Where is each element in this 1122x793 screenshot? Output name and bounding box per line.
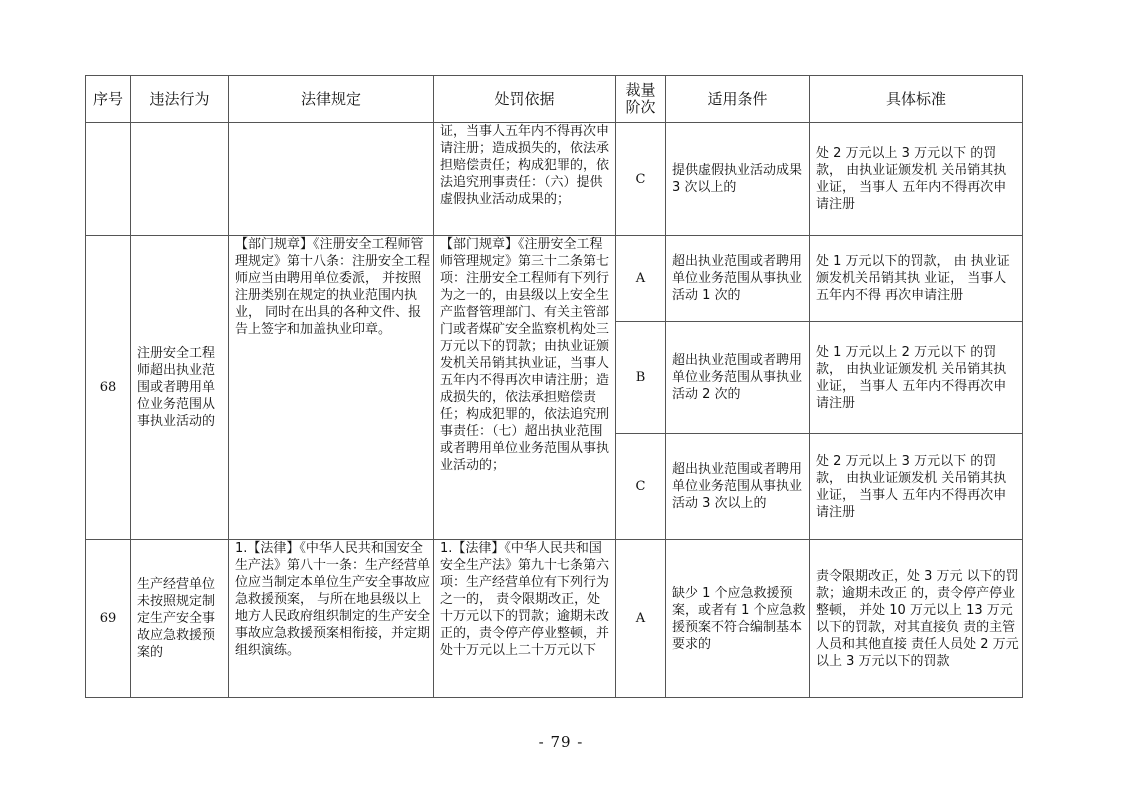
- cont-level-cell: C: [616, 123, 666, 236]
- header-basis: 处罚依据: [434, 76, 616, 123]
- row68-standard-b: 处 1 万元以上 2 万元以下 的罚款， 由执业证颁发机 关吊销其执业证， 当事人 五年内不得再次申请注册: [810, 322, 1023, 434]
- row68-standard-c: 处 2 万元以上 3 万元以下 的罚款， 由执业证颁发机 关吊销其执业证， 当事人 五年内不得再次申请注册: [810, 434, 1023, 540]
- table-row: [86, 540, 1023, 698]
- table-row: [86, 123, 1023, 236]
- row69-act: 生产经营单位未按照规定制定生产安全事故应急救援预案的: [131, 540, 229, 698]
- row68-law: 【部门规章】《注册安全工程师管理规定》第十八条：注册安全工程师应当由聘用单位委派， 并按照注册类别在规定的执业范围内执业， 同时在出具的各种文件、报告上签字和加盖执业印章。: [229, 236, 434, 540]
- row68-condition-c: 超出执业范围或者聘用单位业务范围从事执业活动 3 次以上的: [666, 434, 810, 540]
- row68-basis: 【部门规章】《注册安全工程师管理规定》第三十二条第七项：注册安全工程师有下列行为之一的，由县级以上安全生产监督管理部门、有关主管部门或者煤矿安全监察机构处三万元以下的罚款；由执业证颁发机关吊销其执业证，当事人五年内不得再次申请注册；造成损失的，依法承担赔偿责任；构成犯罪的，依法追究刑事责任：（七）超出执业范围或者聘用单位业务范围从事执业活动的；: [434, 236, 616, 540]
- header-act: 违法行为: [131, 76, 229, 123]
- header-no: 序号: [86, 76, 131, 123]
- row68-level-c: C: [616, 434, 666, 540]
- cont-standard-cell: 处 2 万元以上 3 万元以下 的罚款， 由执业证颁发机 关吊销其执业证， 当事人 五年内不得再次申请注册: [810, 123, 1023, 236]
- row69-basis: 1.【法律】《中华人民共和国安全生产法》第九十七条第六项：生产经营单位有下列行为之一的， 责令限期改正，处十万元以下的罚款；逾期未改正的，责令停产停业整顿，并处十万元以上二十万元以下: [434, 540, 616, 698]
- header-row: [86, 76, 1023, 123]
- cont-no-cell: [86, 123, 131, 236]
- row69-condition: 缺少 1 个应急救援预案，或者有 1 个应急救援预案不符合编制基本要求的: [666, 540, 810, 698]
- cont-act-cell: [131, 123, 229, 236]
- row69-level: A: [616, 540, 666, 698]
- row68-level-a: A: [616, 236, 666, 322]
- cont-condition-cell: 提供虚假执业活动成果 3 次以上的: [666, 123, 810, 236]
- row68-level-b: B: [616, 322, 666, 434]
- cont-basis-cell: 证，当事人五年内不得再次申请注册；造成损失的，依法承担赔偿责任；构成犯罪的，依法追究刑事责任：（六）提供虚假执业活动成果的；: [434, 123, 616, 236]
- header-condition: 适用条件: [666, 76, 810, 123]
- header-standard: 具体标准: [810, 76, 1023, 123]
- cont-law-cell: [229, 123, 434, 236]
- row68-condition-a: 超出执业范围或者聘用单位业务范围从事执业活动 1 次的: [666, 236, 810, 322]
- header-level: 裁量 阶次: [616, 76, 666, 123]
- row68-condition-b: 超出执业范围或者聘用单位业务范围从事执业活动 2 次的: [666, 322, 810, 434]
- row68-no: 68: [86, 236, 131, 540]
- table-row: [86, 236, 1023, 322]
- page-number: - 79 -: [538, 733, 584, 751]
- row69-no: 69: [86, 540, 131, 698]
- row68-act: 注册安全工程师超出执业范围或者聘用单位业务范围从事执业活动的: [131, 236, 229, 540]
- row68-standard-a: 处 1 万元以下的罚款， 由 执业证颁发机关吊销其执 业证， 当事人五年内不得 再次申请注册: [810, 236, 1023, 322]
- row69-law: 1.【法律】《中华人民共和国安全生产法》第八十一条：生产经营单位应当制定本单位生产安全事故应急救援预案， 与所在地县级以上地方人民政府组织制定的生产安全事故应急救援预案相衔接，并定期组织演练。: [229, 540, 434, 698]
- penalty-table: [85, 75, 1023, 698]
- row69-standard: 责令限期改正，处 3 万元 以下的罚款；逾期未改正 的，责令停产停业整顿， 并处 10 万元以上 13 万元 以下的罚款，对其直接负 责的主管人员和其他直接 责任人员处 2 万元以上 3 万元以下的罚款: [810, 540, 1023, 698]
- header-law: 法律规定: [229, 76, 434, 123]
